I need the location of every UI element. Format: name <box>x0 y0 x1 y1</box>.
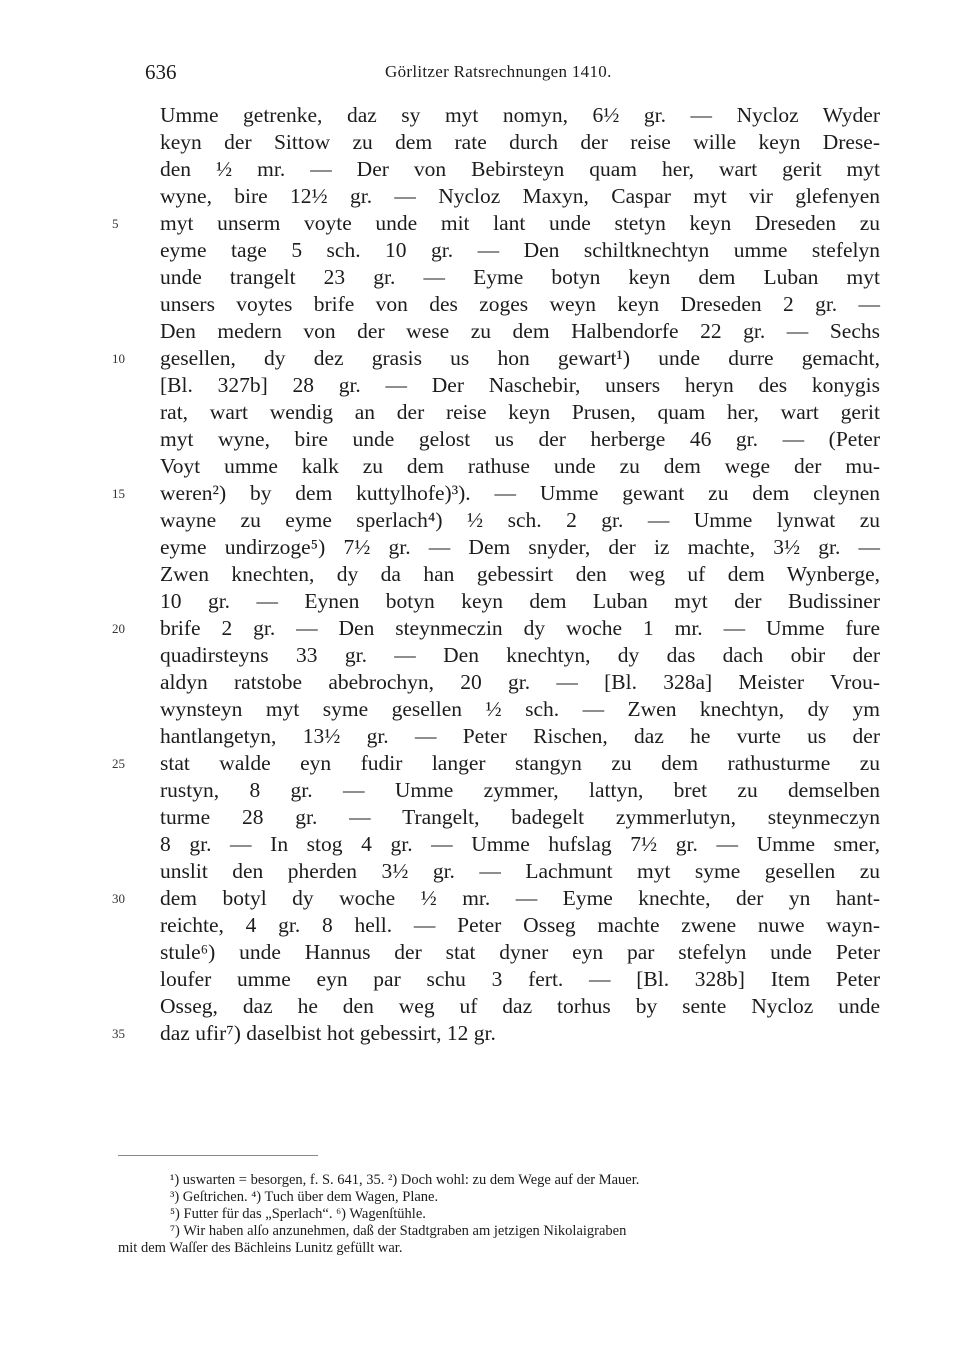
text-line <box>160 831 880 858</box>
text-line <box>160 102 880 129</box>
text-line <box>112 615 880 642</box>
line-number: 35 <box>112 1026 125 1041</box>
text-line <box>160 939 880 966</box>
line-text: Voyt umme kalk zu dem rathuse unde zu dem wege der mu- <box>160 454 880 478</box>
text-line <box>112 885 880 912</box>
line-text: stule⁶) unde Hannus der stat dyner eyn par stefelyn unde Peter <box>160 940 880 964</box>
line-text: myt wyne, bire unde gelost us der herberge 46 gr. — (Peter <box>160 427 880 451</box>
text-line <box>160 723 880 750</box>
line-text: daz ufir⁷) daselbist hot gebessirt, 12 gr. <box>160 1021 496 1045</box>
line-number: 5 <box>112 216 119 231</box>
line-text: rustyn, 8 gr. — Umme zymmer, lattyn, bret zu demselben <box>160 778 880 802</box>
line-text: unslit den pherden 3½ gr. — Lachmunt myt syme gesellen zu <box>160 859 880 883</box>
line-text: dem botyl dy woche ½ mr. — Eyme knechte, der yn hant- <box>160 886 880 910</box>
text-line <box>160 183 880 210</box>
line-text: rat, wart wendig an der reise keyn Prusen, quam her, wart gerit <box>160 400 880 424</box>
footnote-line: ⁷) Wir haben alſo anzunehmen, daß der Stadtgraben am jetzigen Nikolaigraben <box>170 1223 627 1239</box>
page-number: 636 <box>145 60 177 84</box>
line-text: myt unserm voyte unde mit lant unde stetyn keyn Dreseden zu <box>160 211 880 235</box>
text-line <box>112 750 880 777</box>
text-line <box>160 561 880 588</box>
text-line <box>112 210 880 237</box>
footnote-line: ⁵) Futter für das „Sperlach“. ⁶) Wagenſtühle. <box>170 1206 426 1222</box>
text-line <box>160 534 880 561</box>
line-text: gesellen, dy dez grasis us hon gewart¹) unde durre gemacht, <box>160 346 880 370</box>
text-line <box>160 264 880 291</box>
line-text: keyn der Sittow zu dem rate durch der reise wille keyn Drese- <box>160 130 880 154</box>
footnotes <box>118 1172 878 1257</box>
footnote-divider <box>118 1155 318 1156</box>
text-line <box>112 480 880 507</box>
running-head: Görlitzer Ratsrechnungen 1410. <box>385 62 612 81</box>
line-text: wyne, bire 12½ gr. — Nycloz Maxyn, Caspar myt vir glefenyen <box>160 184 880 208</box>
line-text: 8 gr. — In stog 4 gr. — Umme hufslag 7½ gr. — Umme smer, <box>160 832 880 856</box>
line-number: 25 <box>112 756 125 771</box>
text-line <box>160 399 880 426</box>
line-text: quadirsteyns 33 gr. — Den knechtyn, dy das dach obir der <box>160 643 880 667</box>
text-line <box>160 507 880 534</box>
text-line <box>160 669 880 696</box>
line-text: aldyn ratstobe abebrochyn, 20 gr. — [Bl. 328a] Meister Vrou- <box>160 670 880 694</box>
text-line <box>112 345 880 372</box>
line-number: 10 <box>112 351 125 366</box>
line-text: Den medern von der wese zu dem Halbendorfe 22 gr. — Sechs <box>160 319 880 343</box>
line-text: loufer umme eyn par schu 3 fert. — [Bl. 328b] Item Peter <box>160 967 880 991</box>
text-line <box>160 912 880 939</box>
text-line <box>160 372 880 399</box>
text-line <box>160 291 880 318</box>
text-line <box>160 588 880 615</box>
text-line <box>112 1020 880 1047</box>
line-text: hantlangetyn, 13½ gr. — Peter Rischen, daz he vurte us der <box>160 724 880 748</box>
line-text: eyme tage 5 sch. 10 gr. — Den schiltknechtyn umme stefelyn <box>160 238 880 262</box>
line-text: weren²) by dem kuttylhofe)³). — Umme gewant zu dem cleynen <box>160 481 880 505</box>
line-text: Zwen knechten, dy da han gebessirt den weg uf dem Wynberge, <box>160 562 880 586</box>
text-line <box>160 156 880 183</box>
line-text: brife 2 gr. — Den steynmeczin dy woche 1 mr. — Umme fure <box>160 616 880 640</box>
text-line <box>160 777 880 804</box>
line-text: Osseg, daz he den weg uf daz torhus by sente Nycloz unde <box>160 994 880 1018</box>
line-text: turme 28 gr. — Trangelt, badegelt zymmerlutyn, steynmeczyn <box>160 805 880 829</box>
line-text: 10 gr. — Eynen botyn keyn dem Luban myt der Budissiner <box>160 589 880 613</box>
page-header <box>145 60 885 90</box>
line-text: eyme undirzoge⁵) 7½ gr. — Dem snyder, der iz machte, 3½ gr. — <box>160 535 880 559</box>
line-text: den ½ mr. — Der von Bebirsteyn quam her, wart gerit myt <box>160 157 880 181</box>
footnote-line: ¹) uswarten = besorgen, f. S. 641, 35. ²) Doch wohl: zu dem Wege auf der Mauer. <box>170 1172 640 1188</box>
line-text: unde trangelt 23 gr. — Eyme botyn keyn dem Luban myt <box>160 265 880 289</box>
text-line <box>160 858 880 885</box>
text-line <box>160 129 880 156</box>
line-number: 20 <box>112 621 125 636</box>
line-text: reichte, 4 gr. 8 hell. — Peter Osseg machte zwene nuwe wayn- <box>160 913 880 937</box>
text-line <box>160 804 880 831</box>
line-text: Umme getrenke, daz sy myt nomyn, 6½ gr. — Nycloz Wyder <box>160 103 880 127</box>
text-line <box>160 966 880 993</box>
line-number: 15 <box>112 486 125 501</box>
line-text: [Bl. 327b] 28 gr. — Der Naschebir, unsers heryn des konygis <box>160 373 880 397</box>
text-line <box>160 453 880 480</box>
text-line <box>160 237 880 264</box>
text-line <box>160 318 880 345</box>
text-line <box>160 642 880 669</box>
text-line <box>160 993 880 1020</box>
footnote-line: mit dem Waſſer des Bächleins Lunitz gefüllt war. <box>118 1240 403 1256</box>
line-text: stat walde eyn fudir langer stangyn zu dem rathusturme zu <box>160 751 880 775</box>
line-number: 30 <box>112 891 125 906</box>
footnote-line: ³) Geſtrichen. ⁴) Tuch über dem Wagen, Plane. <box>170 1189 439 1205</box>
line-text: unsers voytes brife von des zoges weyn keyn Dreseden 2 gr. — <box>160 292 880 316</box>
body-text <box>112 102 880 1047</box>
text-line <box>160 696 880 723</box>
text-line <box>160 426 880 453</box>
line-text: wynsteyn myt syme gesellen ½ sch. — Zwen knechtyn, dy ym <box>160 697 880 721</box>
line-text: wayne zu eyme sperlach⁴) ½ sch. 2 gr. — Umme lynwat zu <box>160 508 880 532</box>
